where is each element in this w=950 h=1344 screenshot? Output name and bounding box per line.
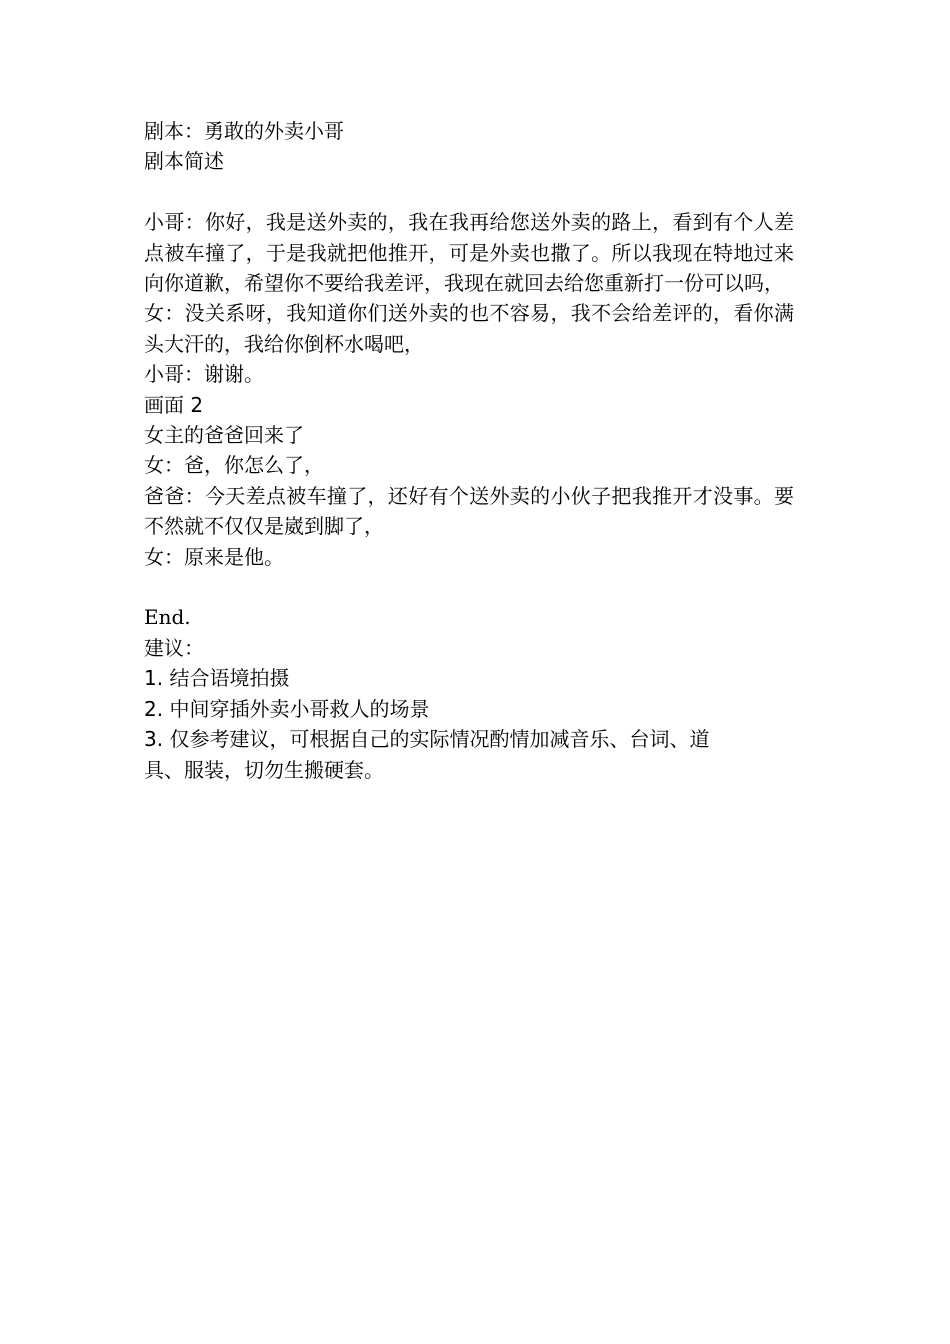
blank-line: [144, 572, 794, 602]
script-summary-heading: 剧本简述: [144, 149, 224, 174]
scene-description: 女主的爸爸回来了: [144, 423, 304, 448]
scene-heading: 画面 2: [144, 392, 204, 417]
dialogue-line: 小哥：谢谢。: [144, 362, 264, 387]
dialogue-line: 女：爸，你怎么了，: [144, 453, 324, 478]
suggestion-item: 1. 结合语境拍摄: [144, 666, 290, 691]
suggestion-item: 2. 中间穿插外卖小哥救人的场景: [144, 696, 430, 721]
blank-line: [144, 177, 794, 207]
suggestions-heading: 建议：: [144, 635, 204, 660]
dialogue-line: 女：原来是他。: [144, 544, 284, 569]
suggestion-item: 3. 仅参考建议，可根据自己的实际情况酌情加减音乐、台词、道具、服装，切勿生搬硬套。: [144, 727, 710, 782]
end-marker: End.: [144, 605, 191, 630]
dialogue-line: 女：没关系呀，我知道你们送外卖的也不容易，我不会给差评的，看你满头大汗的，我给你倒杯水喝吧，: [144, 301, 794, 356]
dialogue-line: 小哥：你好，我是送外卖的，我在我再给您送外卖的路上，看到有个人差点被车撞了，于是我就把他推开，可是外卖也撒了。所以我现在特地过来向你道歉，希望你不要给我差评，我现在就回去给您重新打一份可以吗，: [144, 210, 794, 296]
script-title: 剧本：勇敢的外卖小哥: [144, 119, 344, 143]
document-body: [144, 116, 794, 785]
dialogue-line: 爸爸：今天差点被车撞了，还好有个送外卖的小伙子把我推开才没事。要不然就不仅仅是崴到脚了，: [144, 483, 794, 539]
